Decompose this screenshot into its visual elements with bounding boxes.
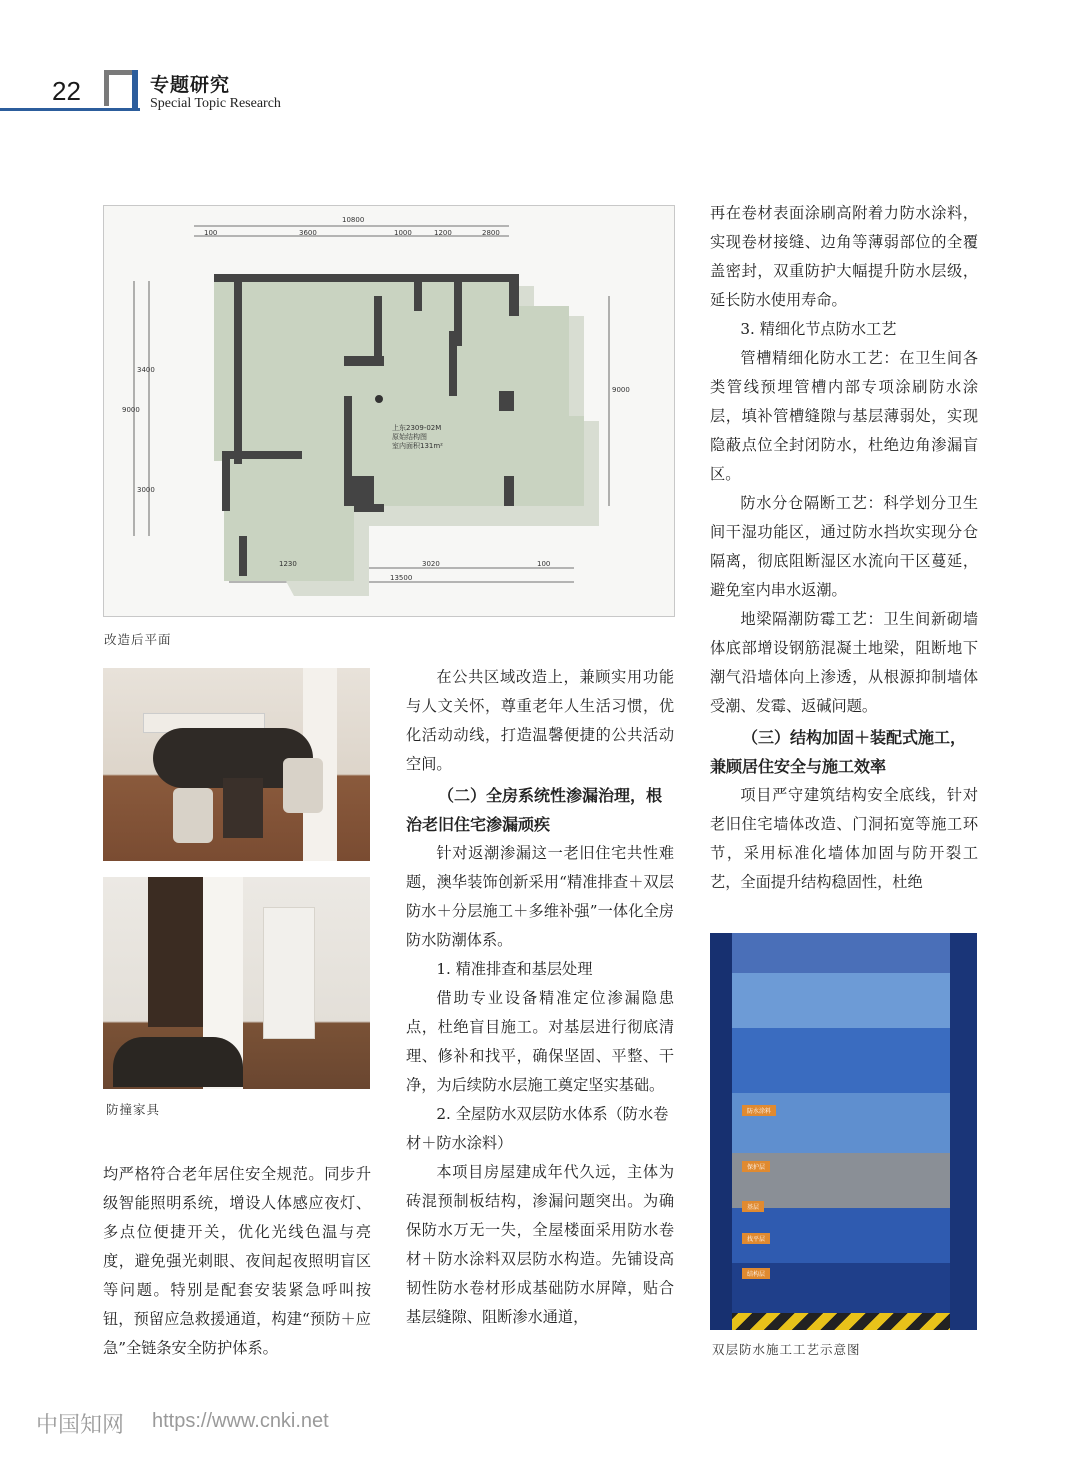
dim-top-part: 1200 (434, 229, 452, 237)
layer-label: 找平层 (742, 1233, 770, 1244)
paragraph: 均严格符合老年居住安全规范。同步升级智能照明系统，增设人体感应夜灯、多点位便捷开关，优化光线色温与亮度，避免强光刺眼、夜间起夜照明盲区等问题。特别是配套安装紧急呼叫按钮，预留应急救援通道，构建“预防＋应急”全链条安全防护体系。 (103, 1165, 371, 1357)
dim-left-part: 3000 (137, 486, 155, 494)
dim-bottom-part: 100 (537, 560, 551, 568)
section-title-en: Special Topic Research (150, 96, 281, 111)
dim-top-total: 10800 (342, 216, 365, 224)
waterproofing-caption: 双层防水施工工艺示意图 (712, 1342, 861, 1357)
dining-table-photo (103, 668, 370, 861)
section-title-cn: 专题研究 (150, 74, 231, 96)
paragraph: 项目严守建筑结构安全底线，针对老旧住宅墙体改造、门洞拓宽等施工环节，采用标准化墙体加固与防开裂工艺，全面提升结构稳固性，杜绝 (710, 786, 978, 891)
dim-right-total: 9000 (612, 386, 630, 394)
watermark-url[interactable]: https://www.cnki.net (152, 1410, 329, 1432)
paragraph: 再在卷材表面涂刷高附着力防水涂料，实现卷材接缝、边角等薄弱部位的全覆盖密封，双重防护大幅提升防水层级，延长防水使用寿命。 (710, 204, 978, 309)
dim-bottom-part: 1230 (279, 560, 297, 568)
subsection-heading: 1. 精准排查和基层处理 (436, 960, 593, 978)
floorplan-title-line: 上东2309-02M (392, 424, 442, 432)
left-column-text (103, 1160, 371, 1363)
layer-label: 保护层 (742, 1161, 770, 1172)
paragraph: 在公共区域改造上，兼顾实用功能与人文关怀，尊重老年人生活习惯，优化活动动线，打造温馨便捷的公共活动空间。 (406, 668, 674, 773)
layer-label: 基层 (742, 1201, 764, 1212)
dim-top-part: 1000 (394, 229, 412, 237)
header-accent-bar (132, 70, 138, 110)
dim-left-part: 3400 (137, 366, 155, 374)
layer-label: 结构层 (742, 1268, 770, 1279)
watermark-site-name: 中国知网 (36, 1413, 125, 1438)
dim-bottom-part: 3020 (422, 560, 440, 568)
page-number: 22 (52, 76, 81, 106)
paragraph: 地梁隔潮防霉工艺：卫生间新砌墙体底部增设钢筋混凝土地梁，阻断地下潮气沿墙体向上渗透，从根源抑制墙体受潮、发霉、返碱问题。 (710, 610, 978, 715)
dim-top-part: 2800 (482, 229, 500, 237)
paragraph: 本项目房屋建成年代久远，主体为砖混预制板结构，渗漏问题突出。为确保防水万无一失，全屋楼面采用防水卷材＋防水涂料双层防水构造。先铺设高韧性防水卷材形成基础防水屏障，贴合基层缝隙、阻断渗水通道， (406, 1163, 674, 1326)
right-column-text (710, 199, 978, 897)
floorplan-title-line: 室内面积131m² (392, 442, 443, 450)
dim-left-total: 9000 (122, 406, 140, 414)
paragraph: 借助专业设备精准定位渗漏隐患点，杜绝盲目施工。对基层进行彻底清理、修补和找平，确保坚固、平整、干净，为后续防水层施工奠定坚实基础。 (406, 989, 674, 1094)
interior-column-photo (103, 877, 370, 1089)
dim-top-part: 3600 (299, 229, 317, 237)
paragraph: 管槽精细化防水工艺：在卫生间各类管线预埋管槽内部专项涂刷防水涂层，填补管槽缝隙与基层薄弱处，实现隐蔽点位全封闭防水，杜绝边角渗漏盲区。 (710, 349, 978, 483)
subsection-heading: 3. 精细化节点防水工艺 (740, 320, 897, 338)
section-heading: （三）结构加固＋装配式施工，兼顾居住安全与施工效率 (710, 728, 967, 776)
dim-bottom-total: 13500 (390, 574, 413, 582)
subsection-heading: 2. 全屋防水双层防水体系（防水卷材＋防水涂料） (406, 1105, 669, 1152)
layer-label: 防水涂料 (742, 1105, 776, 1116)
floorplan-title-block (392, 424, 443, 451)
header-rule (0, 108, 140, 111)
paragraph: 针对返潮渗漏这一老旧住宅共性难题，澳华装饰创新采用“精准排查＋双层防水＋分层施工＋多维补强”一体化全房防水防潮体系。 (406, 844, 674, 949)
section-heading: （二）全房系统性渗漏治理，根治老旧住宅渗漏顽疾 (406, 786, 663, 834)
dim-top-part: 100 (204, 229, 218, 237)
paragraph: 防水分仓隔断工艺：科学划分卫生间干湿功能区，通过防水挡坎实现分仓隔离，彻底阻断湿区水流向干区蔓延，避免室内串水返潮。 (710, 494, 978, 599)
floorplan-title-line: 原始结构图 (392, 433, 427, 441)
waterproofing-layers-photo (710, 933, 977, 1330)
floorplan-drawing (104, 206, 674, 616)
furniture-caption: 防撞家具 (106, 1102, 161, 1117)
floorplan-figure (103, 205, 675, 617)
floorplan-caption: 改造后平面 (104, 632, 172, 647)
middle-column-text (406, 663, 674, 1332)
